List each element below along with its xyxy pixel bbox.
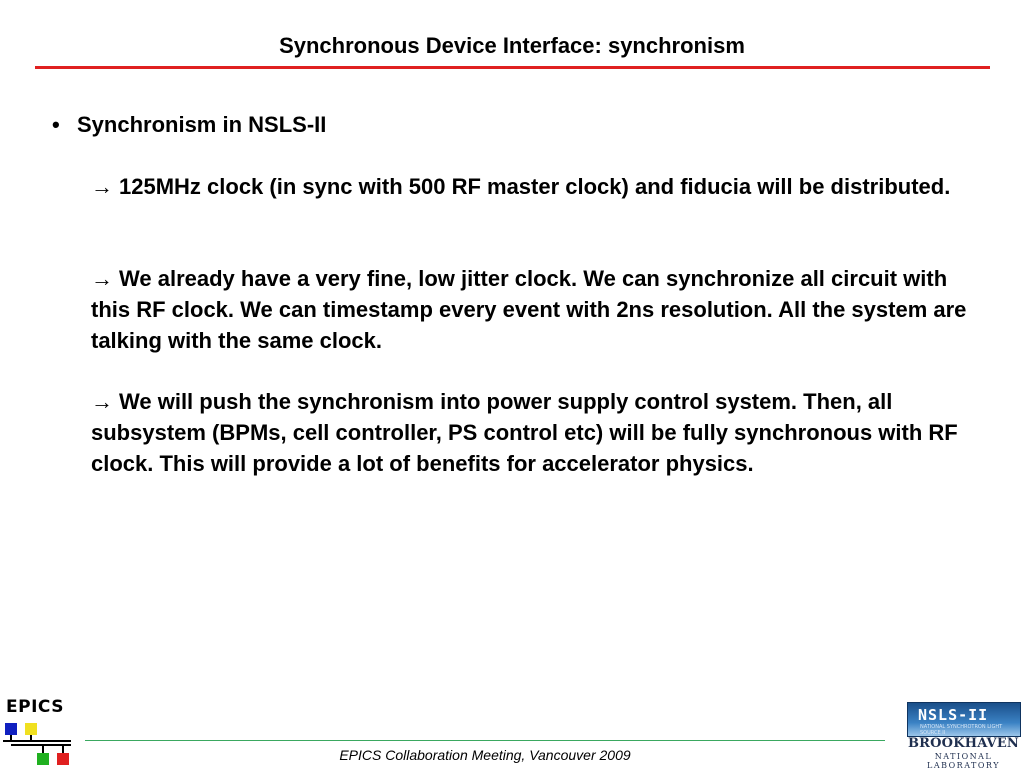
brookhaven-logo: [902, 700, 1022, 770]
bullet-heading: [52, 110, 326, 140]
nsls-logo: [907, 702, 1021, 737]
arrow-icon: →: [91, 389, 113, 414]
arrow-icon: →: [91, 266, 113, 291]
arrow-icon: →: [91, 174, 113, 199]
nsls-logo-text: NSLS-II: [918, 706, 989, 724]
title-divider: [35, 66, 990, 69]
lab-subtitle: NATIONAL LABORATORY: [927, 752, 1000, 770]
paragraph-3: [91, 386, 971, 479]
lab-name: BROOKHAVEN: [907, 736, 1020, 751]
paragraph-2-text: We already have a very fine, low jitter clock. We can synchronize all circuit with this RF clock. We can timestamp every event with 2ns resolution. All the system are talking with the same clock.: [91, 266, 967, 353]
paragraph-2: [91, 263, 971, 356]
slide-title: Synchronous Device Interface: synchronism: [279, 33, 745, 58]
footer-divider: [85, 740, 885, 741]
paragraph-3-text: We will push the synchronism into power supply control system. Then, all subsystem (BPMs, cell controller, PS control etc) will be fully synchronous with RF clock. This will provide a lot of benefits for accelerator physics.: [91, 389, 958, 476]
bullet-heading-text: Synchronism in NSLS-II: [77, 112, 327, 137]
nsls-logo-subtext: NATIONAL SYNCHROTRON LIGHT SOURCE II: [920, 724, 1003, 736]
epics-logo-text: EPICS: [6, 697, 64, 717]
paragraph-1: [91, 171, 971, 202]
footer-text: EPICS Collaboration Meeting, Vancouver 2009: [339, 747, 631, 763]
paragraph-1-text: 125MHz clock (in sync with 500 RF master clock) and fiducia will be distributed.: [119, 174, 951, 199]
bullet-dot: •: [52, 112, 60, 137]
